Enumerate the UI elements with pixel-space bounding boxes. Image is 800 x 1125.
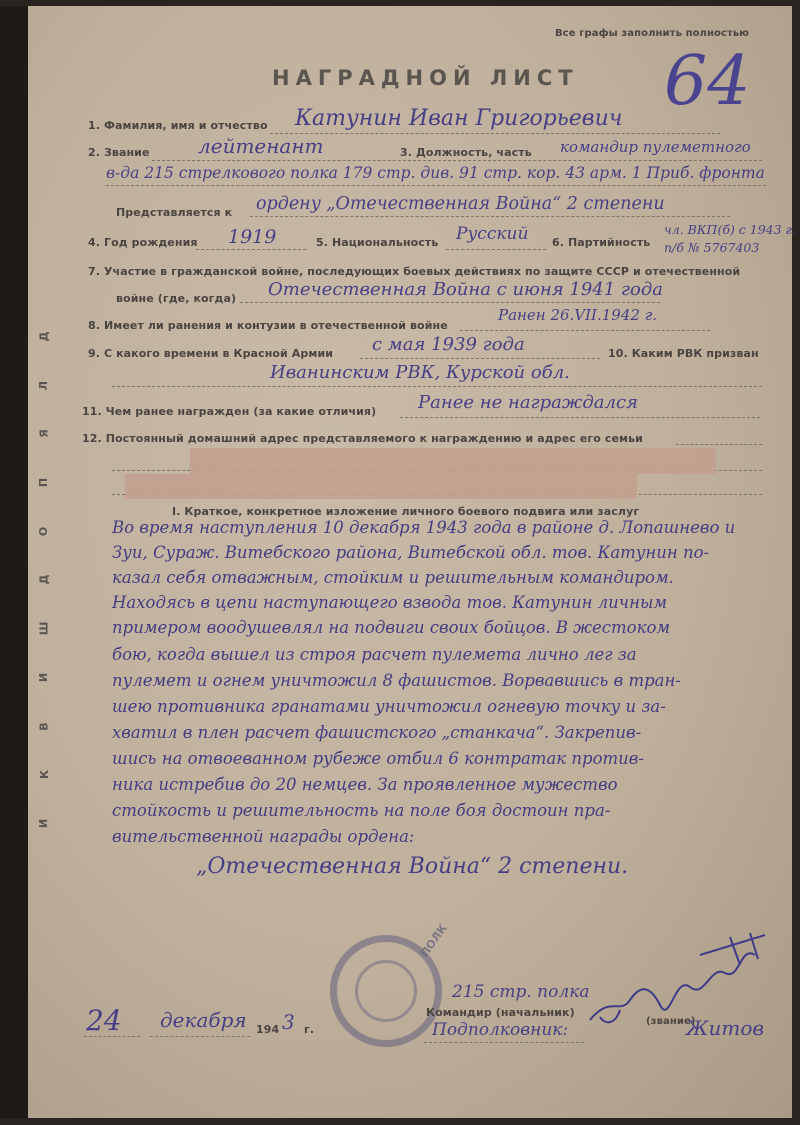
section-heading: I. Краткое, конкретное изложение личного боевого подвига или заслуг xyxy=(172,505,640,518)
narrative-line: примером воодушевлял на подвиги своих бойцов. В жестоком xyxy=(112,618,671,637)
field-9-label: 9. С какого времени в Красной Армии xyxy=(88,347,334,360)
date-month: декабря xyxy=(160,1008,247,1032)
narrative-award-line: „Отечественная Война“ 2 степени. xyxy=(196,854,629,879)
side-letter: И xyxy=(37,818,51,828)
field-3-value: командир пулеметного xyxy=(560,138,751,156)
narrative-line: Зуи, Сураж. Витебского района, Витебской обл. тов. Катунин по- xyxy=(112,543,710,562)
field-1-value: Катунин Иван Григорьевич xyxy=(295,106,623,131)
commander-unit: 215 стр. полка xyxy=(452,982,590,1002)
side-letter: Я xyxy=(37,429,51,439)
field-6-value-cont: п/б № 5767403 xyxy=(664,240,760,255)
date-day: 24 xyxy=(86,1004,122,1037)
narrative-line: бою, когда вышел из строя расчет пулемета лично лег за xyxy=(112,645,637,664)
side-letter: Л xyxy=(37,380,51,390)
unit-seal-text: ПОЛК xyxy=(418,921,450,960)
narrative-line: стойкость и решительность на поле боя достоин пра- xyxy=(112,801,611,820)
narrative-line: казал себя отважным, стойким и решительным командиром. xyxy=(112,568,674,587)
side-letter: Д xyxy=(37,575,51,585)
narrative-line: шись на отвоеванном рубеже отбил 6 контратак против- xyxy=(112,749,644,768)
field-10-label: 10. Каким РВК призван xyxy=(608,347,759,360)
date-year-digit: 3 xyxy=(282,1010,295,1034)
field-6-label: 6. Партийность xyxy=(552,236,651,249)
field-1-label: 1. Фамилия, имя и отчество xyxy=(88,119,268,132)
field-2-value: лейтенант xyxy=(198,134,324,158)
narrative-line: ника истребив до 20 немцев. За проявленное мужество xyxy=(112,775,618,794)
presented-label: Представляется к xyxy=(116,206,233,219)
commander-rank: Подполковник: xyxy=(432,1020,569,1040)
date-day-line xyxy=(84,1036,140,1037)
field-2-label: 2. Звание xyxy=(88,146,150,159)
scan-edge xyxy=(0,6,28,1118)
field-6-value: чл. ВКП(б) с 1943 г. xyxy=(664,222,796,237)
field-9-line xyxy=(360,358,600,359)
zvanie-label: (звание) xyxy=(646,1016,696,1027)
handwritten-sheet-number: 64 xyxy=(664,42,751,121)
commander-label: Командир (начальник) xyxy=(426,1006,575,1019)
field-8-label: 8. Имеет ли ранения и контузии в отечественной войне xyxy=(88,319,448,332)
field-12-label: 12. Постоянный домашний адрес представляемого к награждению и адрес его семьи xyxy=(82,432,643,445)
field-7-value: Отечественная Война с июня 1941 года xyxy=(268,279,663,300)
field-8-line xyxy=(460,330,710,331)
commander-signature xyxy=(580,925,780,1035)
field-8-value: Ранен 26.VII.1942 г. xyxy=(498,306,658,324)
commander-surname: Житов xyxy=(686,1016,764,1040)
side-binding-label xyxy=(34,330,54,830)
field-1-line xyxy=(270,133,720,134)
field-4-label: 4. Год рождения xyxy=(88,236,198,249)
narrative-line: шею противника гранатами уничтожил огневую точку и за- xyxy=(112,697,666,716)
field-3-value-cont: в-да 215 стрелкового полка 179 стр. див. 91 стр. кор. 43 арм. 1 Приб. фронта xyxy=(106,164,765,182)
redacted-address-2 xyxy=(125,474,637,499)
field-10-line xyxy=(112,386,762,387)
side-letter: Ш xyxy=(37,621,51,636)
narrative-line: Во время наступления 10 декабря 1943 года в районе д. Лопашнево и xyxy=(112,518,736,537)
side-letter: О xyxy=(37,526,51,536)
narrative-line: Находясь в цепи наступающего взвода тов. Катунин личным xyxy=(112,593,668,612)
document-title: НАГРАДНОЙ ЛИСТ xyxy=(272,66,579,90)
field-11-line xyxy=(400,417,760,418)
date-year-prefix: 194 xyxy=(256,1023,280,1036)
narrative-line: вительственной награды ордена: xyxy=(112,827,415,846)
field-7-label: 7. Участие в гражданской войне, последующих боевых действиях по защите СССР и отечественной xyxy=(88,265,741,278)
presented-line xyxy=(250,216,730,217)
field-2-line xyxy=(152,160,762,161)
field-4-line xyxy=(196,249,306,250)
field-5-line xyxy=(446,249,546,250)
field-9-value: с мая 1939 года xyxy=(372,334,525,355)
field-11-value: Ранее не награждался xyxy=(418,392,638,413)
side-letter: И xyxy=(37,672,51,682)
narrative-line: пулемет и огнем уничтожил 8 фашистов. Ворвавшись в тран- xyxy=(112,671,681,690)
field-7-line xyxy=(240,302,660,303)
fill-all-fields-note: Все графы заполнить полностью xyxy=(555,28,750,39)
side-letter: Д xyxy=(37,331,51,342)
date-year-suffix: г. xyxy=(304,1023,315,1036)
date-month-line xyxy=(150,1036,250,1037)
field-7-label-cont: войне (где, когда) xyxy=(116,292,237,305)
field-4-value: 1919 xyxy=(228,226,277,248)
redacted-address-1 xyxy=(190,448,716,474)
presented-value: ордену „Отечественная Война“ 2 степени xyxy=(256,194,665,214)
unit-seal-inner-ring xyxy=(355,960,417,1022)
narrative-line: хватил в плен расчет фашистского „станкача“. Закрепив- xyxy=(112,723,642,742)
field-5-value: Русский xyxy=(456,224,529,244)
field-12-line-1 xyxy=(676,444,762,445)
field-5-label: 5. Национальность xyxy=(316,236,439,249)
side-letter: К xyxy=(37,770,51,780)
field-11-label: 11. Чем ранее награжден (за какие отличия) xyxy=(82,405,377,418)
field-3-label: 3. Должность, часть xyxy=(400,146,532,159)
field-3-line xyxy=(106,185,766,186)
side-letter: П xyxy=(37,477,51,488)
commander-rank-line xyxy=(424,1042,584,1043)
side-letter: В xyxy=(37,721,51,731)
field-10-value: Иванинским РВК, Курской обл. xyxy=(270,362,570,383)
